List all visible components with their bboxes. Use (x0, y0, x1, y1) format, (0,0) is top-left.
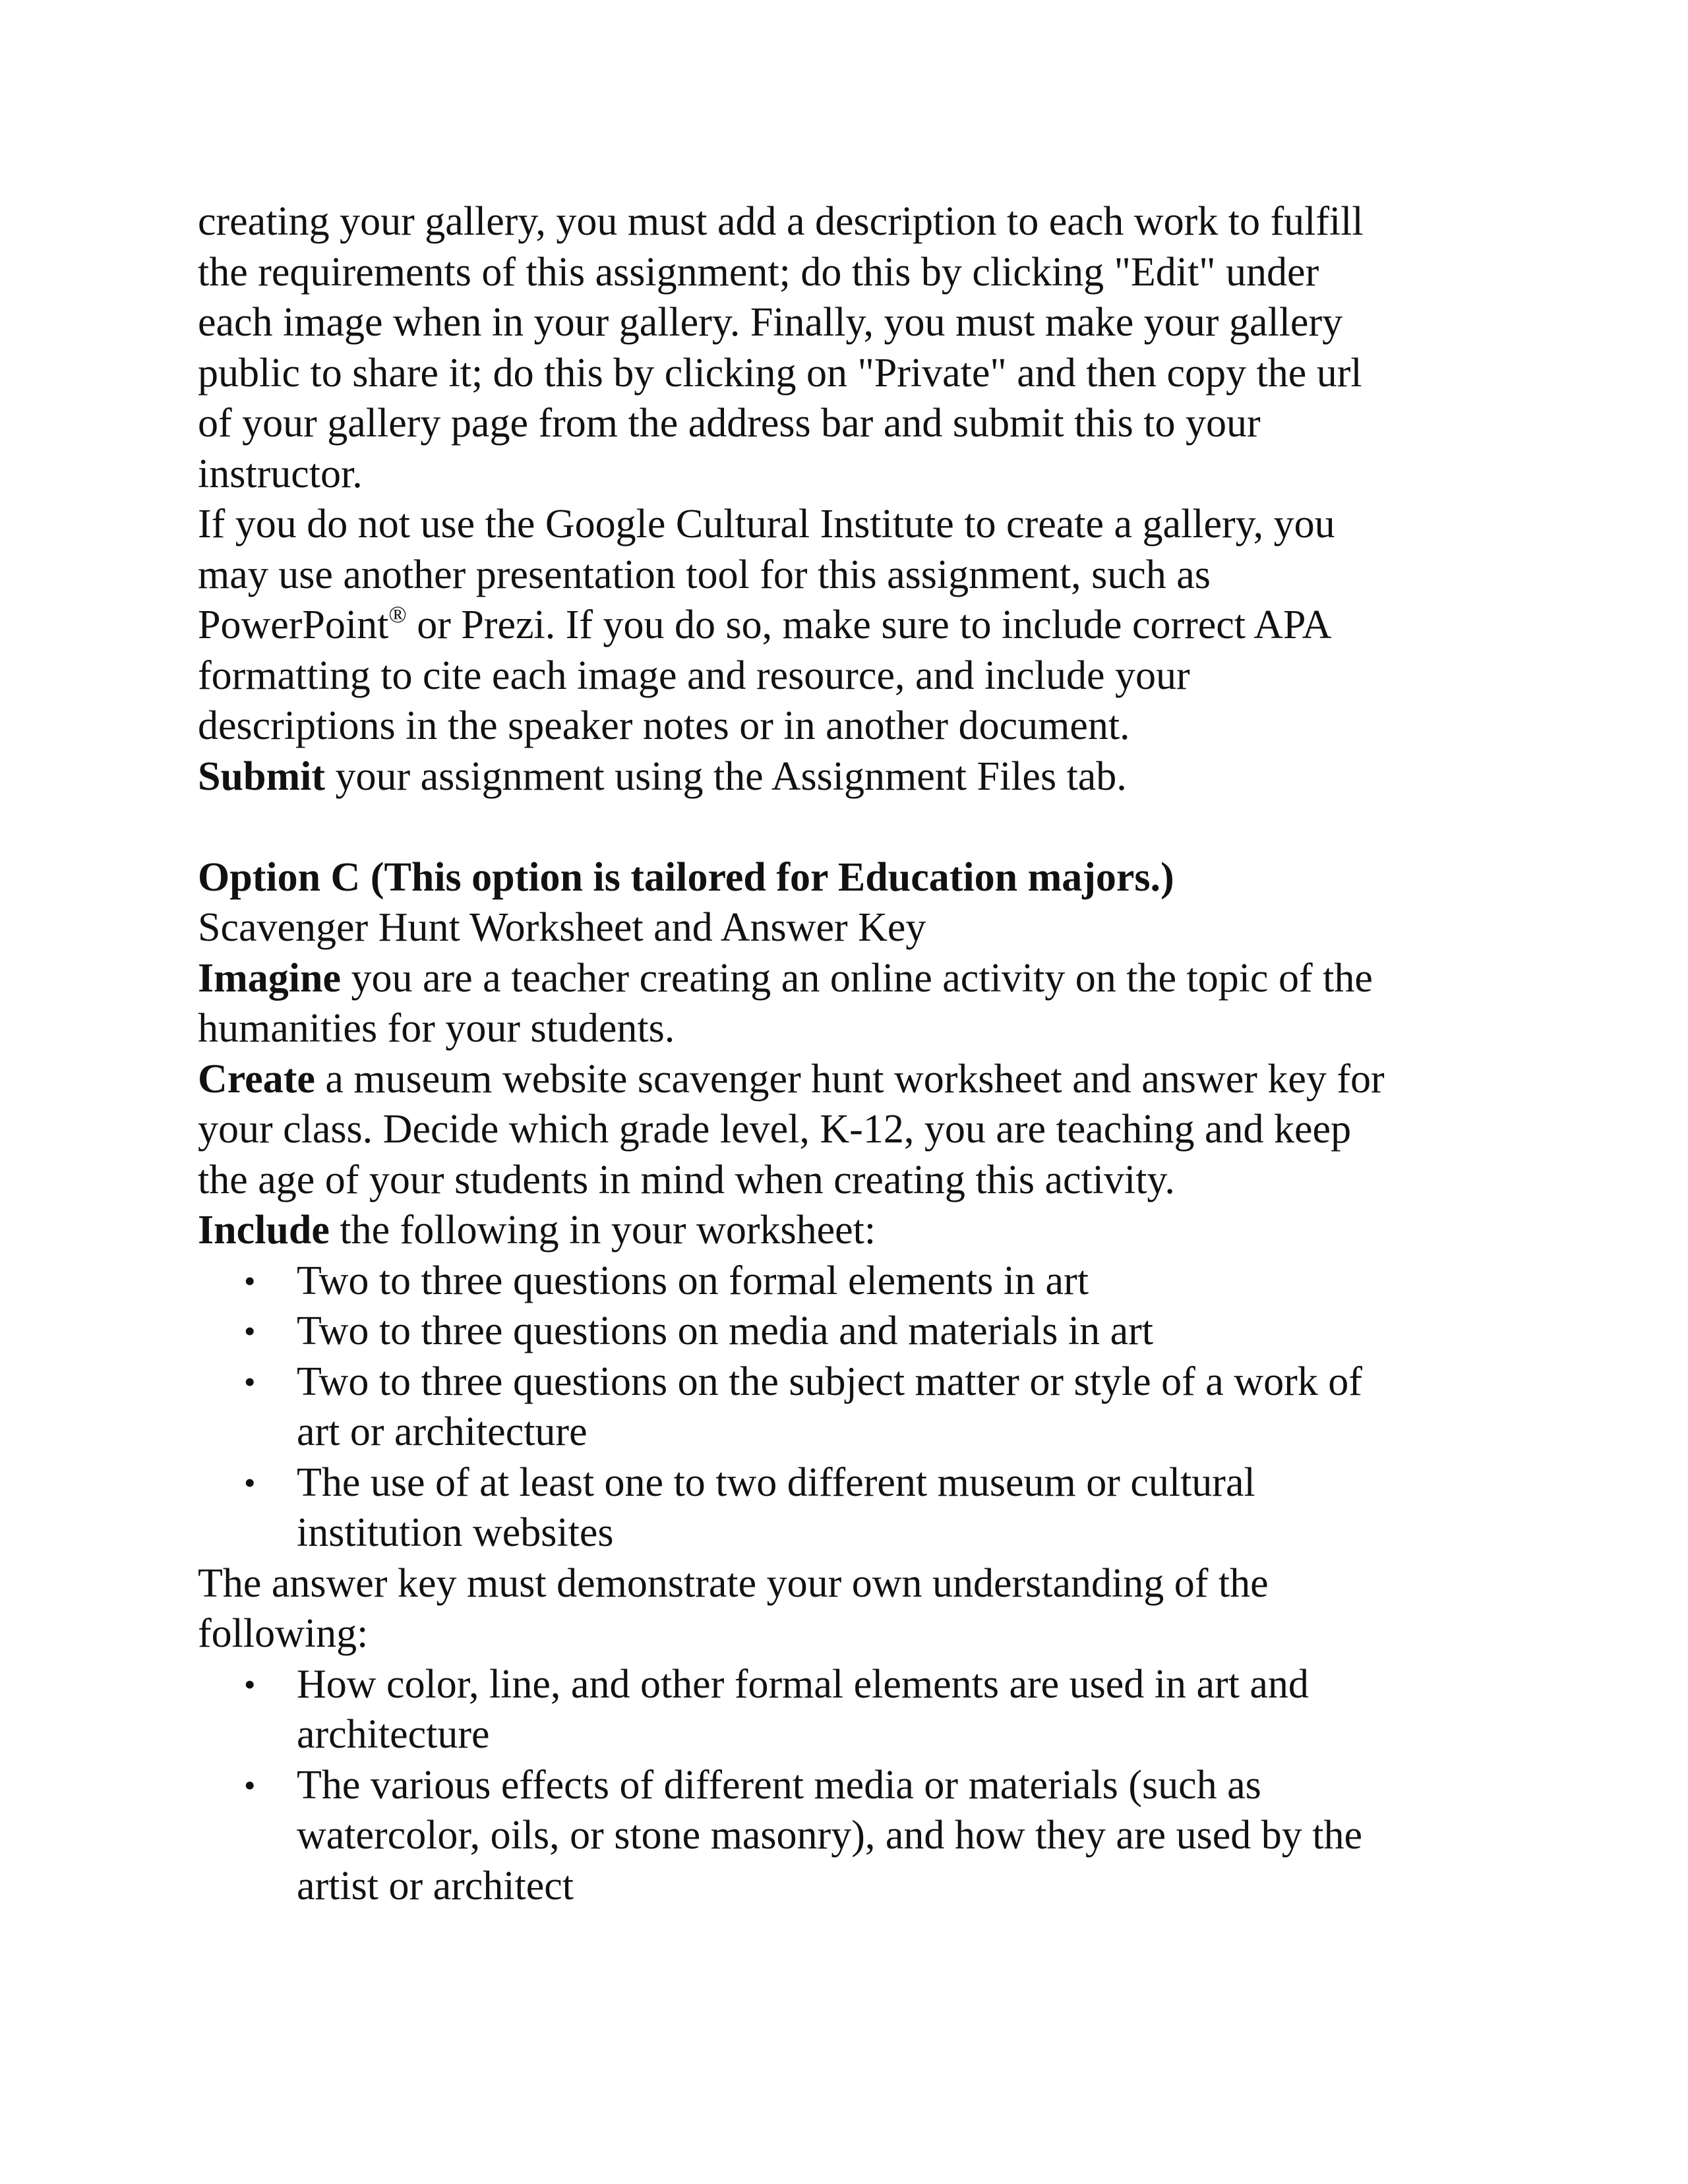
text-line: following: (198, 1611, 369, 1656)
imagine-paragraph (198, 953, 1517, 1054)
bullet-icon: • (244, 1363, 256, 1400)
text-line: Two to three questions on media and materials in art (297, 1309, 1154, 1353)
list-item (198, 1458, 1517, 1558)
list-item (198, 1760, 1517, 1912)
text-line: If you do not use the Google Cultural Institute to create a gallery, you (198, 502, 1335, 546)
text-line: each image when in your gallery. Finally, you must make your gallery (198, 300, 1343, 345)
worksheet-bullet-list (198, 1256, 1517, 1558)
registered-mark: ® (388, 601, 407, 628)
include-paragraph (198, 1205, 1517, 1256)
text-line (198, 752, 1517, 802)
text-line: public to share it; do this by clicking on "Private" and then copy the url (198, 350, 1362, 396)
document-page (198, 196, 1517, 1911)
text-line: the age of your students in mind when creating this activity. (198, 1157, 1175, 1202)
text-line: formatting to cite each image and resource, and include your (198, 653, 1190, 698)
bullet-icon: • (244, 1463, 256, 1501)
answer-key-paragraph (198, 1558, 1517, 1659)
text-line: artist or architect (297, 1863, 574, 1908)
gallery-instructions-paragraph (198, 196, 1517, 499)
text-line: your class. Decide which grade level, K-12, you are teaching and keep (198, 1107, 1352, 1152)
text-line (198, 1205, 1517, 1256)
text-fragment: a museum website scavenger hunt worksheet and answer key for (315, 1056, 1385, 1102)
text-fragment: or Prezi. If you do so, make sure to include correct APA (406, 603, 1332, 647)
text-line: descriptions in the speaker notes or in another document. (198, 703, 1130, 748)
text-line: How color, line, and other formal elements are used in art and (297, 1661, 1309, 1707)
text-line: Two to three questions on formal elements in art (297, 1258, 1089, 1303)
answer-key-bullet-list (198, 1659, 1517, 1912)
list-item (198, 1659, 1517, 1760)
text-line (198, 600, 1517, 651)
text-line (198, 953, 1517, 1004)
bullet-icon: • (244, 1665, 256, 1703)
create-paragraph (198, 1054, 1517, 1206)
imagine-keyword: Imagine (198, 955, 341, 1001)
text-fragment: your assignment using the Assignment Files tab. (324, 753, 1127, 799)
submit-keyword: Submit (198, 753, 325, 799)
list-item (198, 1306, 1517, 1357)
list-item (198, 1357, 1517, 1458)
text-line: art or architecture (297, 1409, 588, 1454)
text-line: Scavenger Hunt Worksheet and Answer Key (198, 905, 926, 950)
text-line: Two to three questions on the subject matter or style of a work of (297, 1359, 1362, 1404)
text-line: of your gallery page from the address bar and submit this to your (198, 401, 1261, 446)
text-line: instructor. (198, 451, 363, 496)
option-c-title: Option C (This option is tailored for Education majors.) (198, 854, 1174, 900)
bullet-icon: • (244, 1313, 256, 1349)
bullet-icon: • (244, 1766, 256, 1804)
text-line: The use of at least one to two different museum or cultural (297, 1460, 1255, 1505)
text-fragment: the following in your worksheet: (329, 1208, 876, 1253)
bullet-icon: • (244, 1262, 256, 1299)
option-c-heading (198, 852, 1517, 903)
powerpoint-word: PowerPoint (198, 603, 389, 647)
text-line: The various effects of different media or materials (such as (297, 1762, 1261, 1808)
text-line (198, 1054, 1517, 1105)
paragraph-spacer (198, 802, 1517, 852)
text-line: The answer key must demonstrate your own understanding of the (198, 1560, 1269, 1606)
text-line: may use another presentation tool for this assignment, such as (198, 552, 1211, 597)
text-line: architecture (297, 1712, 490, 1757)
scavenger-subtitle (198, 902, 1517, 953)
text-line: creating your gallery, you must add a description to each work to fulfill (198, 199, 1364, 244)
submit-paragraph (198, 752, 1517, 802)
alternative-tool-paragraph (198, 499, 1517, 752)
text-line: institution websites (297, 1510, 614, 1555)
text-line: the requirements of this assignment; do this by clicking "Edit" under (198, 249, 1319, 295)
text-line: humanities for your students. (198, 1006, 675, 1051)
text-fragment: you are a teacher creating an online activity on the topic of the (341, 955, 1373, 1001)
text-line: watercolor, oils, or stone masonry), and how they are used by the (297, 1813, 1362, 1858)
create-keyword: Create (198, 1056, 315, 1102)
include-keyword: Include (198, 1208, 330, 1253)
list-item (198, 1256, 1517, 1307)
